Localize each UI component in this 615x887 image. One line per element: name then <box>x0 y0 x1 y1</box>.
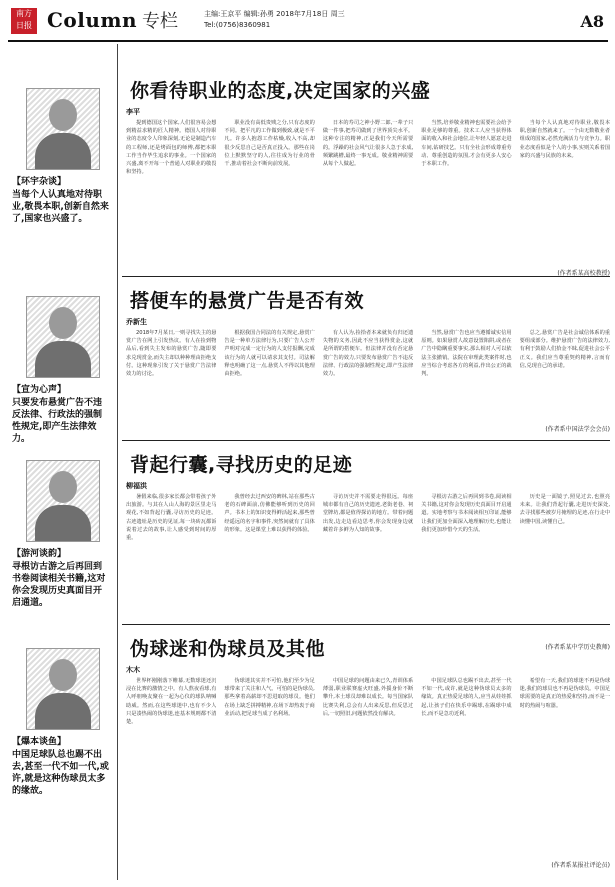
logo-line-2: 日报 <box>16 21 32 30</box>
article-column: 当然,悬赏广告也应当遵循诚实信用原则。如果悬赏人故意设置陷阱,或者在广告中隐瞒重要事实,那么相对人可以依法主张撤销。法院在审理此类案件时,也应当综合考虑各方的利益,作出公正的裁判。 <box>421 330 512 378</box>
article-byline: 乔新生 <box>126 318 147 326</box>
article-column: 中国足球队总也踢不出去,甚至一代不如一代,或许,就是这种伪球员太多的缘故。真正热爱足球的人,应当从娃娃抓起,让孩子们在快乐中踢球,在踢球中成长,而不是急功近利。 <box>421 678 512 717</box>
article-author-note: (作者系某高校教授) <box>557 270 610 277</box>
page-number: A8 <box>580 12 604 31</box>
article-column: 提到德国这个国家,人们很容易会想到精益求精的匠人精神。德国人对待职业的态度令人印象深刻,无论是制造汽车的工程师,还是烤面包的师傅,都把本职工作当作毕生追求的事业。一个国家的兴盛,离不开每一个普通人对职业的敬畏和坚持。 <box>126 120 217 176</box>
article-byline: 柳福洪 <box>126 482 147 490</box>
article-divider <box>122 624 610 625</box>
author-portrait <box>26 296 100 378</box>
author-quote: 中国足球队总也踢不出去,甚至一代不如一代,或许,就是这种伪球员太多的缘故。 <box>12 750 109 796</box>
author-column-tag: 【游河谈韵】 <box>12 549 67 559</box>
article-body <box>126 329 610 423</box>
article-body <box>126 677 610 859</box>
author-quote: 寻根访古游之后再回到书卷阅读相关书籍,这对你会发现历史真面目开启通道。 <box>12 562 106 608</box>
column-title-cn: 专栏 <box>142 11 178 32</box>
author-column-tag: 【宣为心声】 <box>12 385 67 395</box>
author-profile <box>8 648 113 797</box>
article-column: 希望有一天,我们的球迷不再是伪球迷,我们的球员也不再是伪球员。中国足球需要的是真正的热爱和坚持,而不是一时的热闹与喧嚣。 <box>519 678 611 709</box>
author-column-tag: 【爆本谈鱼】 <box>12 737 67 747</box>
newspaper-logo <box>11 8 37 34</box>
article-column: 历史是一面镜子,照见过去,也照亮未来。让我们背起行囊,走进历史深处,去寻找那些被岁月掩埋的足迹,在行走中读懂中国,读懂自己。 <box>519 494 611 525</box>
article-column: 暑假来临,很多家长都会带着孩子外出旅游。与其在人山人海的景区里走马观花,不如背起行囊,寻访历史的足迹。古迹遗址是历史的见证,每一块砖瓦都诉说着过去的故事,让人感受到时间的厚重。 <box>126 494 217 542</box>
article-column: 总之,悬赏广告是社会诚信体系的重要组成部分。维护悬赏广告的法律效力,有利于鼓励人们拾金不昧,促进社会公平正义。我们应当尊重契约精神,言而有信,兑现自己的承诺。 <box>519 330 611 369</box>
author-quote: 当每个人认真地对待职业,敬畏本职,创新自然来了,国家也兴盛了。 <box>12 190 109 224</box>
author-profile <box>8 88 113 225</box>
author-quote: 只要发布悬赏广告不违反法律、行政法的强制性规定,即产生法律效力。 <box>12 398 103 444</box>
edition-info <box>204 9 345 31</box>
article-divider <box>122 440 610 441</box>
article-divider <box>122 276 610 277</box>
article-author-note: (作者系中国法学会会员) <box>545 426 610 433</box>
article-column: 职业没有高低贵贱之分,只有态度的不同。把平凡的工作做到极致,就是不平凡。许多人抱怨工作枯燥,收入不高,却很少反思自己是否真正投入。那些在岗位上默默坚守的人,往往成为行业的骨干,推动着社会不断向前发展。 <box>224 120 315 168</box>
author-portrait <box>26 648 100 730</box>
column-title-en: Column <box>47 8 138 32</box>
header-divider <box>8 40 608 42</box>
article <box>126 450 610 651</box>
article-column: 2018年7月某日,一则寻找失主的悬赏广告在网上引发热议。有人在捡到物品后,看到失主发布的悬赏广告,随即要求兑现赏金,而失主却以种种理由拒绝支付。这种现象引发了关于悬赏广告法律效力的讨论。 <box>126 330 217 378</box>
article-body <box>126 119 610 267</box>
article <box>126 286 610 433</box>
article-headline: 你看待职业的态度,决定国家的兴盛 <box>130 80 431 102</box>
author-portrait <box>26 460 100 542</box>
article-headline: 背起行囊,寻找历史的足迹 <box>130 454 353 476</box>
article-column: 伪球迷其实并不可怕,他们至少为足球带来了关注和人气。可怕的是伪球员,那些拿着高薪却不思进取的球员。他们在场上缺乏拼搏精神,在场下却热衷于商业活动,把足球当成了名利场。 <box>224 678 315 717</box>
article-body <box>126 493 610 641</box>
article-column: 日本的寿司之神小野二郎,一辈子只做一件事,把寿司做到了世界顶尖水平。这种专注的精神,正是我们今天所需要的。浮躁的社会风气让很多人急于求成,频繁跳槽,最终一事无成。敬业精神需要从每个人做起。 <box>322 120 414 168</box>
author-portrait <box>26 88 100 170</box>
article-author-note: (作者系某中学历史教师) <box>545 644 610 651</box>
tel-line: Tel:(0756)8360981 <box>204 21 271 29</box>
article-column: 中国足球的问题由来已久,青训体系薄弱,职业联赛虚火旺盛,外援身价不断攀升,本土球员却难以成长。每当国家队比赛失利,总会有人出来反思,但反思过后,一切照旧,问题依然没有解决。 <box>322 678 414 717</box>
article-byline: 李平 <box>126 108 140 116</box>
author-profile <box>8 296 113 445</box>
sidebar-divider <box>117 44 118 880</box>
article-headline: 搭便车的悬赏广告是否有效 <box>130 290 365 312</box>
logo-line-1: 南方 <box>16 9 32 18</box>
article-author-note: (作者系某报社评论员) <box>551 862 610 869</box>
article <box>126 76 610 277</box>
article <box>126 634 610 869</box>
article-column: 根据我国合同法的有关规定,悬赏广告是一种单方法律行为,只要广告人公开声明对完成一定行为的人支付报酬,完成该行为的人就可以请求其支付。司法解释也明确了这一点,悬赏人不得以其他理由拒绝。 <box>224 330 315 378</box>
article-column: 有人认为,捡拾者本来就负有归还遗失物的义务,因此不应当获得赏金,这就是所谓的搭便车。但法律并没有否定悬赏广告的效力,只要发布悬赏广告不违反法律、行政法的强制性规定,即产生法律效力。 <box>322 330 414 378</box>
article-column: 寻根访古游之后再回到书卷,阅读相关书籍,这对你会发现历史真面目开启通道。实地考察与书本阅读相互印证,能够让我们更加全面深入地理解历史,也能让我们更加珍惜今天的生活。 <box>421 494 512 533</box>
article-column: 当然,培养敬业精神也需要社会给予职业足够的尊重。技术工人应当获得体面的收入和社会地位,让年轻人愿意走进车间,钻研技艺。只有全社会形成尊重劳动、尊重创造的氛围,才会有更多人安心于本职工作。 <box>421 120 512 168</box>
author-column-tag: 【环宇杂谈】 <box>12 177 67 187</box>
article-column: 世界杯刚刚落下帷幕,无数球迷还沉浸在比赛的激情之中。有人熬夜看球,有人呼朋唤友聚在一起为心仪的球队呐喊助威。然而,在这些球迷中,也有不少人只是凑热闹的伪球迷,连基本规则都不清楚。 <box>126 678 217 726</box>
author-profile <box>8 460 113 609</box>
article-column: 我曾经去过西安的碑林,站在那些古老的石碑面前,仿佛能够听到历史的回声。书本上的知识变得鲜活起来,那些曾经遥远的名字和事件,突然间就有了具体的形象。这是课堂上难以获得的体验。 <box>224 494 315 533</box>
article-byline: 木木 <box>126 666 140 674</box>
masthead <box>8 6 608 41</box>
article-headline: 伪球迷和伪球员及其他 <box>130 638 326 660</box>
editor-line: 主编:王京平 编辑:孙勇 2018年7月18日 周三 <box>204 10 345 18</box>
article-column: 寻访历史并不需要走得很远。每座城市都有自己的历史遗迹,老街老巷、祠堂牌坊,都是值得探访的地方。带着问题出发,边走边看边思考,你会发现身边就藏着许多鲜为人知的故事。 <box>322 494 414 533</box>
article-column: 当每个人认真地对待职业,敬畏本职,创新自然就来了。一个由无数敬业者组成的国家,必然充满活力与竞争力。职业态度看似是个人的小事,实则关系着国家的兴盛与民族的未来。 <box>519 120 611 159</box>
